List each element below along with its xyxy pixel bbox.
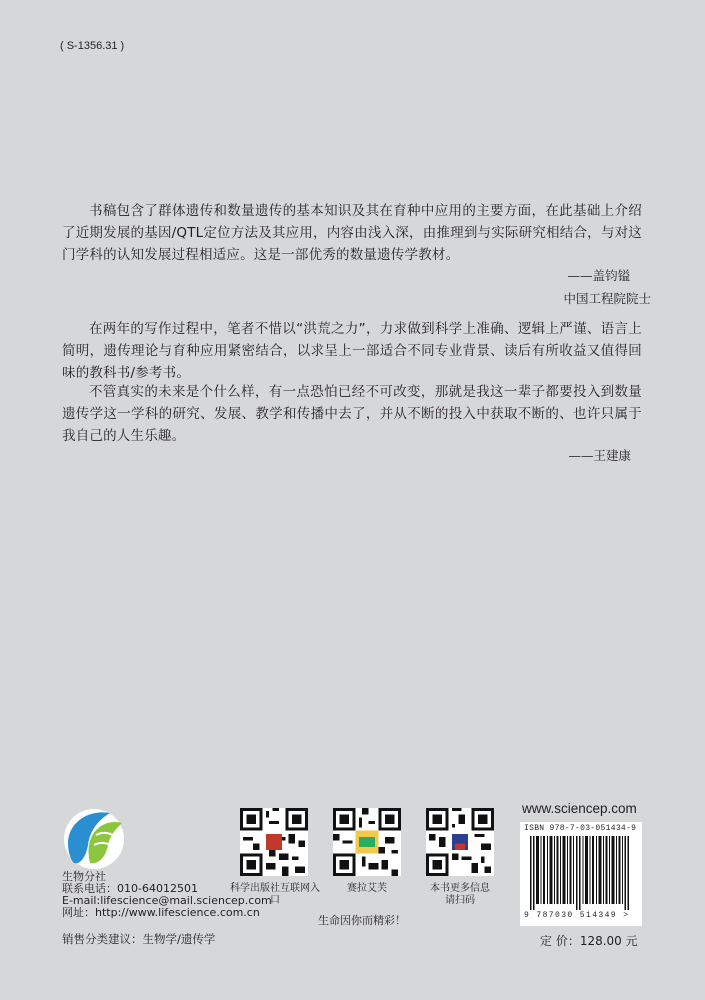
barcode-icon [530, 836, 634, 910]
price: 定 价：128.00 元 [540, 934, 638, 948]
author-signature: ——王建康 [568, 448, 631, 463]
slogan: 生命因你而精彩！ [318, 914, 406, 927]
qr-label-3-line-2: 请扫码 [445, 895, 475, 906]
qr-code-icon [333, 808, 401, 876]
author-paragraph-2: 不管真实的未来是个什么样，有一点恐怕已经不可改变，那就是我这一辈子都要投入到数量遗传学这一学科的研究、发展、教学和传播中去了，并从不断的投入中获取不断的、也许只属于我自己的人生乐趣。 [62, 384, 642, 444]
reviewer-title-1: 中国工程院院士 [563, 291, 651, 306]
qr-label-1: 科学出版社互联网入口 [230, 883, 320, 906]
publisher-url: www.sciencep.com [522, 801, 637, 816]
qr-label-2: 赛拉艾芙 [347, 883, 387, 894]
book-code: ( S-1356.31 ) [60, 40, 125, 52]
isbn-text: ISBN 978-7-03-051434-9 [524, 824, 637, 833]
reviewer-signature-1: ——盖钧镒 [567, 268, 630, 283]
publisher-website: 网址：http://www.lifescience.com.cn [62, 906, 260, 919]
publisher-phone: 联系电话：010-64012501 [62, 882, 198, 895]
qr-code-icon [240, 808, 308, 876]
publisher-name: 生物分社 [62, 870, 106, 883]
qr-label-3-line-1: 本书更多信息 [430, 883, 490, 894]
qr-label-3 [413, 883, 507, 907]
qr-code-icon [426, 808, 494, 876]
publisher-logo-icon [60, 805, 130, 871]
publisher-email: E-mail:lifescience@mail.sciencep.com [62, 894, 272, 907]
review-paragraph-1: 书稿包含了群体遗传和数量遗传的基本知识及其在育种中应用的主要方面，在此基础上介绍了近期发展的基因/QTL定位方法及其应用，内容由浅入深，由推理到与实际研究相结合，与对这门学科的认知发展过程相适应。这是一部优秀的数量遗传学教材。 [62, 203, 642, 263]
sales-category: 销售分类建议：生物学/遗传学 [62, 932, 216, 946]
barcode-digits: 9 787030 514349 > [524, 911, 630, 920]
author-paragraph-1: 在两年的写作过程中，笔者不惜以“洪荒之力”，力求做到科学上准确、逻辑上严谨、语言上简明，遗传理论与育种应用紧密结合，以求呈上一部适合不同专业背景、读后有所收益又值得回味的教科书/参考书。 [62, 321, 642, 381]
